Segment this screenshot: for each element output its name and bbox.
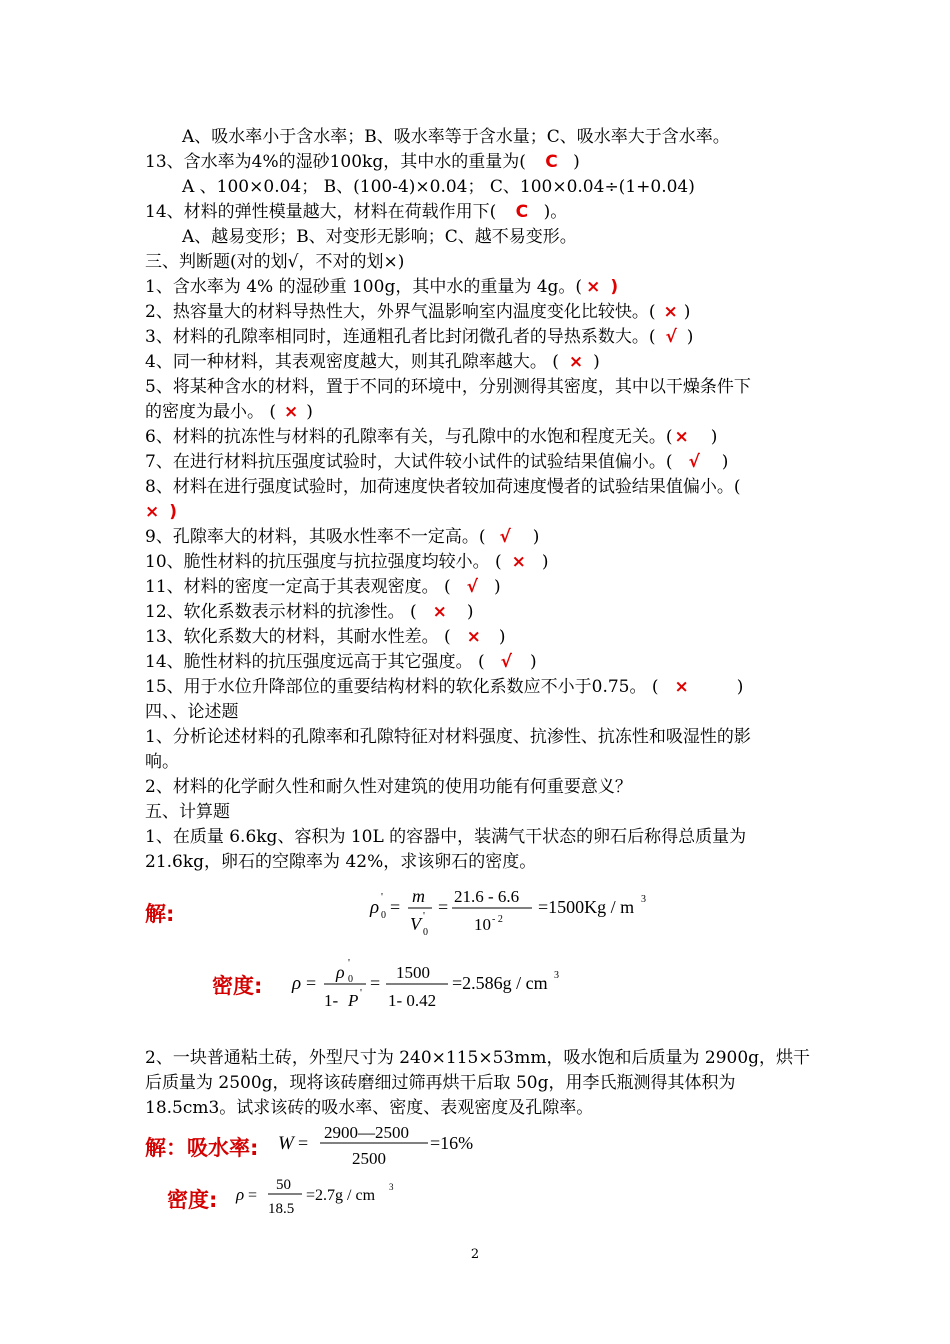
density-label-2: 密度: [167, 1188, 218, 1212]
judgment-text: 14、脆性材料的抗压强度远高于其它强度。 ( [145, 652, 485, 672]
equation-result: =1500Kg / m [538, 897, 635, 917]
answer-mark: × [466, 627, 481, 647]
judgment-5-line1: 5、将某种含水的材料，置于不同的环境中，分别测得其密度，其中以干燥条件下 [145, 377, 751, 397]
judgment-8-line1: 8、材料在进行强度试验时，加荷速度快者较加荷速度慢者的试验结果值偏小。( [145, 477, 741, 497]
svg-text:0: 0 [348, 974, 353, 985]
equation-result: =16% [430, 1133, 474, 1153]
equation-4 [236, 1172, 436, 1227]
q13-options: A 、100×0.04； B、(100-4)×0.04； C、100×0.04÷(1+0.04) [182, 177, 695, 197]
question-13-close: ) [573, 152, 580, 172]
svg-text:': ' [348, 957, 350, 969]
answer-mark: √ [499, 527, 511, 547]
fraction-numerator: 21.6 - 6.6 [454, 887, 520, 906]
question-14 [145, 201, 567, 223]
judgment-2 [145, 301, 690, 323]
answer-mark: √ [688, 452, 700, 472]
svg-text:P: P [348, 991, 359, 1010]
answer-mark: × [511, 552, 526, 572]
answer-close: ) [494, 577, 501, 597]
svg-text:': ' [381, 891, 383, 903]
judgment-text: 3、材料的孔隙率相同时，连通粗孔者比封闭微孔者的导热系数大。( [145, 327, 656, 347]
judgment-text: 6、材料的抗冻性与材料的孔隙率有关，与孔隙中的水饱和程度无关。( [145, 427, 673, 447]
calc-2-line1: 2、一块普通粘土砖，外型尺寸为 240×115×53mm，吸水饱和后质量为 2900g，烘干 [145, 1048, 811, 1068]
svg-text:=: = [298, 1133, 309, 1153]
equation-3 [278, 1118, 498, 1179]
judgment-12 [145, 601, 474, 623]
judgment-14 [145, 651, 537, 673]
answer-close: ) [541, 552, 549, 572]
answer-mark: × [432, 602, 447, 622]
equation-result: =2.586g / cm [452, 973, 548, 993]
judgment-text: 10、脆性材料的抗压强度与抗拉强度均较小。 ( [145, 552, 502, 572]
answer-mark: C [545, 152, 558, 172]
svg-text:ρ: ρ [370, 897, 380, 918]
answer-close: ) [530, 652, 537, 672]
result-exponent: 3 [641, 894, 646, 905]
answer-close: ) [466, 602, 474, 622]
discussion-2: 2、材料的化学耐久性和耐久性对建筑的使用功能有何重要意义？ [145, 777, 632, 797]
question-14-close: )。 [543, 202, 568, 222]
equation-1 [370, 880, 670, 945]
section-heading-judgment: 三、判断题(对的划√，不对的划×) [145, 252, 405, 272]
water-absorption-label: 解：吸水率: [145, 1136, 259, 1160]
answer-mark: × [586, 277, 601, 297]
judgment-text: 2、热容量大的材料导热性大，外界气温影响室内温度变化比较快。( [145, 302, 656, 322]
section-heading-discussion: 四、、论述题 [145, 702, 239, 722]
calc-2-line2: 后质量为 2500g，现将该砖磨细过筛再烘干后取 50g，用李氏瓶测得其体积为 [145, 1073, 736, 1093]
judgment-text: 15、用于水位升降部位的重要结构材料的软化系数应不小于0.75。 ( [145, 677, 659, 697]
judgment-text: 7、在进行材料抗压强度试验时，大试件较小试件的试验结果值偏小。( [145, 452, 673, 472]
answer-mark: × [568, 352, 584, 372]
svg-text:1-: 1- [324, 991, 339, 1010]
equation-2 [292, 956, 592, 1021]
judgment-text: 的密度为最小。 ( [145, 402, 277, 422]
page-number: 2 [470, 1247, 480, 1262]
density-label: 密度: [212, 974, 263, 998]
fraction-numerator: 50 [276, 1177, 291, 1193]
discussion-1-line1: 1、分析论述材料的孔隙率和孔隙特征对材料强度、抗渗性、抗冻性和吸湿性的影 [145, 727, 751, 747]
svg-text:=: = [306, 973, 317, 993]
judgment-6 [145, 426, 717, 448]
answer-mark: √ [466, 577, 479, 597]
svg-text:ρ: ρ [292, 973, 302, 994]
question-13-text: 13、含水率为4%的湿砂100kg，其中水的重量为( [145, 152, 526, 172]
question-14-text: 14、材料的弹性模量越大，材料在荷载作用下( [145, 202, 497, 222]
judgment-11 [145, 576, 501, 598]
svg-text:=: = [390, 897, 401, 917]
answer-mark: × [284, 402, 299, 422]
answer-close: ) [610, 277, 619, 297]
answer-close: ) [686, 327, 694, 347]
judgment-1 [145, 276, 618, 298]
svg-text:=: = [248, 1187, 258, 1204]
q12-options: A、吸水率小于含水率；B、吸水率等于含水量；C、吸水率大于含水率。 [182, 127, 730, 147]
fraction-denominator: 18.5 [268, 1201, 295, 1217]
judgment-text: 9、孔隙率大的材料，其吸水性率不一定高。( [145, 527, 486, 547]
equation-3-graphic [278, 1118, 498, 1174]
answer-close: ) [710, 427, 718, 447]
judgment-8-line2 [145, 501, 177, 523]
svg-text:ρ: ρ [236, 1185, 245, 1204]
equation-1-graphic [370, 880, 670, 940]
judgment-4 [145, 351, 600, 373]
svg-text:0: 0 [381, 910, 386, 921]
question-13 [145, 151, 580, 173]
fraction-denominator: 2500 [352, 1149, 386, 1168]
answer-close: ) [169, 502, 178, 522]
answer-close: ) [721, 452, 729, 472]
discussion-1-line2: 响。 [145, 752, 179, 772]
svg-text:=: = [370, 973, 381, 993]
answer-mark: × [663, 302, 678, 322]
answer-mark: × [674, 427, 689, 447]
fraction-denominator: 10 [474, 915, 491, 934]
answer-close: ) [532, 527, 540, 547]
judgment-text: 12、软化系数表示材料的抗渗性。 ( [145, 602, 417, 622]
svg-text:V: V [410, 914, 421, 934]
fraction-numerator: 2900—2500 [324, 1123, 409, 1142]
svg-text:': ' [360, 987, 362, 999]
judgment-text: 1、含水率为 4% 的湿砂重 100g，其中水的重量为 4g。( [145, 277, 583, 297]
answer-close: ) [683, 302, 691, 322]
result-exponent: 3 [389, 1182, 394, 1192]
answer-close: ) [736, 677, 744, 697]
result-exponent: 3 [554, 970, 559, 981]
svg-text:=: = [438, 897, 449, 917]
equation-result: =2.7g / cm [306, 1187, 376, 1204]
answer-mark: √ [665, 327, 677, 347]
judgment-9 [145, 526, 539, 548]
answer-mark: × [674, 677, 689, 697]
calc-2-line3: 18.5cm3。试求该砖的吸水率、密度、表观密度及孔隙率。 [145, 1098, 594, 1118]
judgment-text: 13、软化系数大的材料，其耐水性差。 ( [145, 627, 451, 647]
answer-close: ) [498, 627, 506, 647]
judgment-5-line2 [145, 401, 313, 423]
calc-1-line2: 21.6kg，卵石的空隙率为 42%，求该卵石的密度。 [145, 852, 537, 872]
judgment-15 [145, 676, 743, 698]
svg-text:m: m [412, 886, 425, 906]
svg-text:': ' [423, 910, 425, 922]
fraction-exponent: - 2 [492, 914, 503, 925]
equation-4-graphic [236, 1172, 436, 1222]
fraction-numerator: 1500 [396, 963, 430, 982]
judgment-13 [145, 626, 506, 648]
judgment-text: 4、同一种材料，其表观密度越大，则其孔隙率越大。 ( [145, 352, 559, 372]
judgment-10 [145, 551, 549, 573]
judgment-text: 11、材料的密度一定高于其表观密度。 ( [145, 577, 451, 597]
svg-text:0: 0 [423, 927, 428, 938]
answer-mark: × [145, 502, 160, 522]
svg-text:ρ: ρ [336, 962, 345, 982]
answer-close: ) [306, 402, 313, 422]
answer-mark: √ [500, 652, 513, 672]
section-heading-calculation: 五、计算题 [145, 802, 230, 822]
answer-close: ) [593, 352, 600, 372]
judgment-7 [145, 451, 728, 473]
svg-text:W: W [278, 1133, 294, 1154]
judgment-3 [145, 326, 693, 348]
fraction-denominator: 1- 0.42 [388, 991, 437, 1010]
answer-mark: C [515, 202, 529, 222]
q14-options: A、越易变形；B、对变形无影响；C、越不易变形。 [182, 227, 577, 247]
equation-2-graphic [292, 956, 592, 1016]
calc-1-line1: 1、在质量 6.6kg、容积为 10L 的容器中，装满气干状态的卵石后称得总质量为 [145, 827, 747, 847]
solution-1-label: 解: [145, 902, 175, 926]
